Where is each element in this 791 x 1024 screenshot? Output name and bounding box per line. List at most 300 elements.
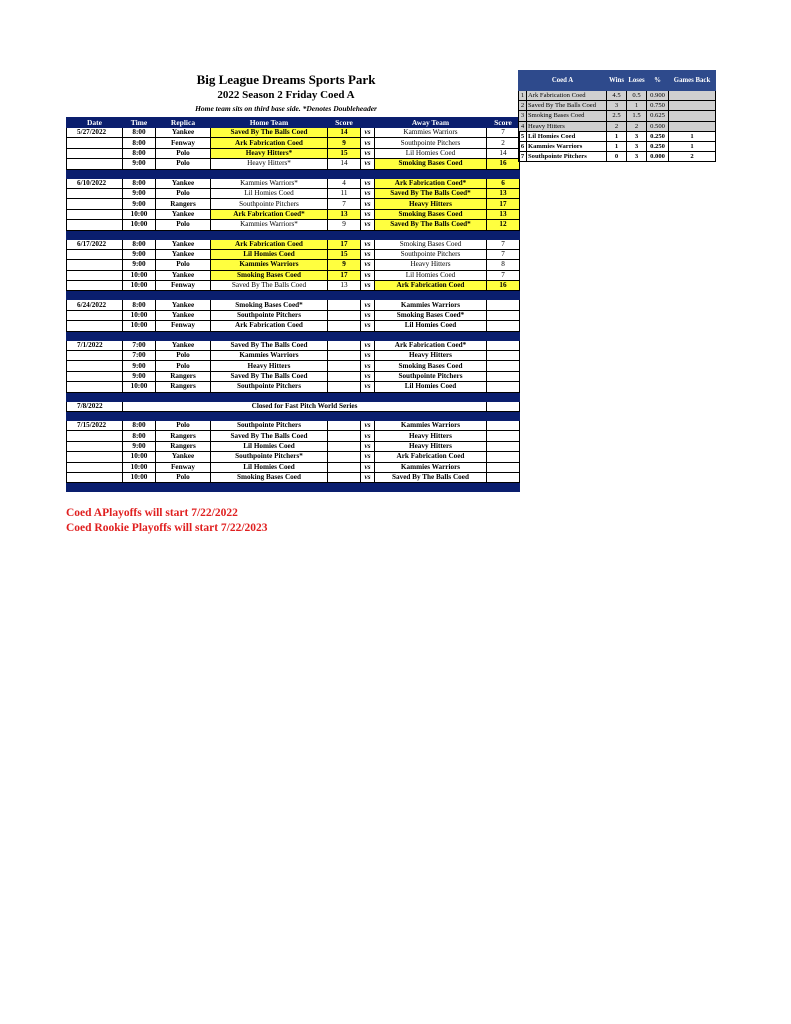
game-field: Yankee (156, 209, 211, 219)
game-date (67, 159, 123, 169)
away-team: Smoking Bases Coed (375, 239, 487, 249)
away-team: Heavy Hitters (375, 441, 487, 451)
standings-row (519, 91, 716, 101)
vs-label: vs (361, 441, 375, 451)
home-score (328, 321, 361, 331)
home-score: 7 (328, 199, 361, 209)
vs-label: vs (361, 281, 375, 291)
game-time: 10:00 (123, 310, 156, 320)
vs-label: vs (361, 178, 375, 188)
game-date: 5/27/2022 (67, 128, 123, 138)
week-separator (67, 392, 520, 401)
col-vs-header (361, 118, 375, 128)
game-date (67, 220, 123, 230)
separator-bar (67, 411, 520, 420)
home-team: Southpointe Pitchers* (211, 452, 328, 462)
away-score: 16 (487, 281, 520, 291)
table-row (67, 371, 520, 381)
game-date (67, 148, 123, 158)
away-score (487, 420, 520, 430)
home-team: Smoking Bases Coed (211, 270, 328, 280)
standings-rank: 2 (519, 101, 527, 111)
table-row (67, 431, 520, 441)
home-score: 4 (328, 178, 361, 188)
vs-label: vs (361, 159, 375, 169)
home-score (328, 452, 361, 462)
game-date (67, 462, 123, 472)
away-score: 7 (487, 270, 520, 280)
standings-rank: 7 (519, 152, 527, 162)
table-row (67, 452, 520, 462)
week-separator (67, 483, 520, 492)
game-field: Fenway (156, 138, 211, 148)
game-field: Polo (156, 148, 211, 158)
game-time: 8:00 (123, 128, 156, 138)
standings-rank: 1 (519, 91, 527, 101)
home-score (328, 300, 361, 310)
game-date: 6/10/2022 (67, 178, 123, 188)
away-score (487, 321, 520, 331)
vs-label: vs (361, 199, 375, 209)
home-team: Lil Homies Coed (211, 249, 328, 259)
standings-wins-header: Wins (607, 71, 627, 91)
away-score (487, 300, 520, 310)
away-score (487, 441, 520, 451)
game-date (67, 452, 123, 462)
vs-label: vs (361, 128, 375, 138)
away-team: Smoking Bases Coed (375, 361, 487, 371)
game-date (67, 188, 123, 198)
game-time: 8:00 (123, 300, 156, 310)
table-row (67, 199, 520, 209)
home-score: 17 (328, 239, 361, 249)
game-date (67, 431, 123, 441)
standings-wins: 1 (607, 131, 627, 141)
home-team: Southpointe Pitchers (211, 382, 328, 392)
home-team: Ark Fabrication Coed (211, 321, 328, 331)
separator-bar (67, 230, 520, 239)
game-date (67, 361, 123, 371)
vs-label: vs (361, 209, 375, 219)
game-date: 7/15/2022 (67, 420, 123, 430)
away-team: Lil Homies Coed (375, 382, 487, 392)
game-time: 10:00 (123, 462, 156, 472)
table-row (67, 159, 520, 169)
standings-pct: 0.250 (647, 131, 669, 141)
standings-loses: 1 (627, 101, 647, 111)
away-team: Ark Fabrication Coed* (375, 178, 487, 188)
away-score: 2 (487, 138, 520, 148)
game-time: 10:00 (123, 472, 156, 482)
standings-pct: 0.000 (647, 152, 669, 162)
standings-games-back (669, 101, 716, 111)
away-score: 7 (487, 239, 520, 249)
home-team: Saved By The Balls Coed (211, 128, 328, 138)
game-field: Polo (156, 260, 211, 270)
game-time: 9:00 (123, 199, 156, 209)
vs-label: vs (361, 148, 375, 158)
game-time: 10:00 (123, 281, 156, 291)
standings-team: Ark Fabrication Coed (527, 91, 607, 101)
away-team: Kammies Warriors (375, 462, 487, 472)
game-time: 10:00 (123, 382, 156, 392)
away-team: Saved By The Balls Coed* (375, 220, 487, 230)
home-score: 14 (328, 159, 361, 169)
home-score (328, 441, 361, 451)
table-row (67, 351, 520, 361)
home-score: 13 (328, 281, 361, 291)
table-row (67, 148, 520, 158)
standings-row (519, 131, 716, 141)
game-field: Fenway (156, 462, 211, 472)
vs-label: vs (361, 340, 375, 350)
away-team: Saved By The Balls Coed (375, 472, 487, 482)
standings-pct: 0.750 (647, 101, 669, 111)
col-away-score-header: Score (487, 118, 520, 128)
week-separator (67, 169, 520, 178)
table-row (67, 260, 520, 270)
game-time: 8:00 (123, 420, 156, 430)
away-score: 7 (487, 128, 520, 138)
game-field: Polo (156, 361, 211, 371)
away-team: Kammies Warriors (375, 300, 487, 310)
standings-row (519, 111, 716, 121)
home-score (328, 382, 361, 392)
home-score: 9 (328, 220, 361, 230)
home-score (328, 472, 361, 482)
game-date (67, 310, 123, 320)
table-row (67, 361, 520, 371)
table-row (67, 270, 520, 280)
standings-pct: 0.250 (647, 141, 669, 151)
standings-rank: 4 (519, 121, 527, 131)
table-row (67, 382, 520, 392)
game-date: 7/8/2022 (67, 401, 123, 411)
game-time: 9:00 (123, 260, 156, 270)
away-score (487, 401, 520, 411)
game-date (67, 281, 123, 291)
away-team: Southpointe Pitchers (375, 138, 487, 148)
week-separator (67, 331, 520, 340)
away-score (487, 431, 520, 441)
vs-label: vs (361, 371, 375, 381)
home-team: Ark Fabrication Coed* (211, 209, 328, 219)
standings-wins: 0 (607, 152, 627, 162)
playoffs-note-coed-rookie: Coed Rookie Playoffs will start 7/22/2023 (66, 522, 268, 534)
game-time: 9:00 (123, 249, 156, 259)
away-score (487, 472, 520, 482)
standings-games-back: 1 (669, 141, 716, 151)
separator-bar (67, 331, 520, 340)
game-time: 7:00 (123, 340, 156, 350)
vs-label: vs (361, 260, 375, 270)
away-score: 7 (487, 249, 520, 259)
away-team: Lil Homies Coed (375, 148, 487, 158)
game-date (67, 441, 123, 451)
game-date (67, 260, 123, 270)
table-row (67, 178, 520, 188)
standings-wins: 3 (607, 101, 627, 111)
col-date-header: Date (67, 118, 123, 128)
game-date (67, 371, 123, 381)
game-time: 10:00 (123, 321, 156, 331)
vs-label: vs (361, 138, 375, 148)
game-field: Rangers (156, 382, 211, 392)
week-separator (67, 230, 520, 239)
vs-label: vs (361, 361, 375, 371)
table-row (67, 441, 520, 451)
table-row (67, 138, 520, 148)
standings-games-back (669, 91, 716, 101)
game-date (67, 209, 123, 219)
col-away-team-header: Away Team (375, 118, 487, 128)
home-score (328, 462, 361, 472)
away-score (487, 382, 520, 392)
home-team: Ark Fabrication Coed (211, 138, 328, 148)
separator-bar (67, 392, 520, 401)
vs-label: vs (361, 270, 375, 280)
standings-pct: 0.900 (647, 91, 669, 101)
table-row (67, 472, 520, 482)
away-team: Southpointe Pitchers (375, 249, 487, 259)
game-date (67, 472, 123, 482)
standings-team: Smoking Bases Coed (527, 111, 607, 121)
standings-loses: 3 (627, 141, 647, 151)
home-team: Heavy Hitters (211, 361, 328, 371)
away-score (487, 351, 520, 361)
col-replica-header: Replica (156, 118, 211, 128)
vs-label: vs (361, 472, 375, 482)
standings-loses: 3 (627, 152, 647, 162)
standings-games-back (669, 111, 716, 121)
game-field: Yankee (156, 178, 211, 188)
standings-wins: 2 (607, 121, 627, 131)
header-note: Home team sits on third base side. *Denotes Doubleheader (195, 104, 377, 113)
game-field: Yankee (156, 270, 211, 280)
game-date (67, 382, 123, 392)
home-score (328, 431, 361, 441)
schedule-body (67, 128, 520, 492)
standings-games-back: 1 (669, 131, 716, 141)
standings-loses: 0.5 (627, 91, 647, 101)
home-score (328, 310, 361, 320)
home-team: Lil Homies Coed (211, 462, 328, 472)
game-field: Rangers (156, 441, 211, 451)
playoffs-note-coed-a: Coed APlayoffs will start 7/22/2022 (66, 507, 238, 519)
away-score (487, 340, 520, 350)
vs-label: vs (361, 249, 375, 259)
away-team: Smoking Bases Coed (375, 159, 487, 169)
home-score (328, 371, 361, 381)
standings-games-back: 2 (669, 152, 716, 162)
vs-label: vs (361, 220, 375, 230)
game-time: 10:00 (123, 209, 156, 219)
game-time: 9:00 (123, 371, 156, 381)
standings-row (519, 152, 716, 162)
game-date (67, 270, 123, 280)
game-field: Yankee (156, 300, 211, 310)
vs-label: vs (361, 300, 375, 310)
page-subtitle: 2022 Season 2 Friday Coed A (217, 89, 355, 101)
week-separator (67, 291, 520, 300)
home-team: Kammies Warriors (211, 260, 328, 270)
away-score: 6 (487, 178, 520, 188)
separator-bar (67, 169, 520, 178)
standings-loses: 3 (627, 131, 647, 141)
game-field: Yankee (156, 249, 211, 259)
away-score: 14 (487, 148, 520, 158)
away-score: 17 (487, 199, 520, 209)
vs-label: vs (361, 351, 375, 361)
standings-division-header: Coed A (519, 71, 607, 91)
game-time: 9:00 (123, 441, 156, 451)
game-field: Polo (156, 420, 211, 430)
away-score (487, 462, 520, 472)
game-field: Yankee (156, 128, 211, 138)
home-team: Southpointe Pitchers (211, 310, 328, 320)
table-row (67, 188, 520, 198)
away-team: Ark Fabrication Coed (375, 452, 487, 462)
game-time: 8:00 (123, 431, 156, 441)
home-score: 13 (328, 209, 361, 219)
away-team: Smoking Bases Coed* (375, 310, 487, 320)
home-team: Ark Fabrication Coed (211, 239, 328, 249)
col-home-team-header: Home Team (211, 118, 328, 128)
vs-label: vs (361, 420, 375, 430)
home-score (328, 361, 361, 371)
home-team: Southpointe Pitchers (211, 199, 328, 209)
standings-rank: 5 (519, 131, 527, 141)
game-date (67, 351, 123, 361)
game-field: Polo (156, 351, 211, 361)
standings-wins: 1 (607, 141, 627, 151)
table-row (67, 420, 520, 430)
game-field: Rangers (156, 371, 211, 381)
vs-label: vs (361, 431, 375, 441)
standings-body (519, 91, 716, 162)
table-row (67, 300, 520, 310)
week-separator (67, 411, 520, 420)
standings-pct: 0.500 (647, 121, 669, 131)
game-date: 7/1/2022 (67, 340, 123, 350)
game-field: Polo (156, 159, 211, 169)
game-time: 7:00 (123, 351, 156, 361)
away-score: 16 (487, 159, 520, 169)
game-field: Rangers (156, 431, 211, 441)
vs-label: vs (361, 462, 375, 472)
away-team: Smoking Bases Coed (375, 209, 487, 219)
game-time: 10:00 (123, 452, 156, 462)
home-score (328, 351, 361, 361)
home-team: Smoking Bases Coed (211, 472, 328, 482)
page-title: Big League Dreams Sports Park (196, 72, 376, 87)
away-team: Kammies Warriors (375, 420, 487, 430)
game-time: 9:00 (123, 188, 156, 198)
schedule-header-row (67, 118, 520, 128)
home-team: Kammies Warriors* (211, 220, 328, 230)
game-field: Polo (156, 472, 211, 482)
home-team: Smoking Bases Coed* (211, 300, 328, 310)
standings-loses: 1.5 (627, 111, 647, 121)
table-row (67, 310, 520, 320)
standings-rank: 3 (519, 111, 527, 121)
standings-row (519, 141, 716, 151)
vs-label: vs (361, 382, 375, 392)
standings-pct-header: % (647, 71, 669, 91)
table-row (67, 462, 520, 472)
game-date (67, 199, 123, 209)
away-team: Lil Homies Coed (375, 270, 487, 280)
away-team: Southpointe Pitchers (375, 371, 487, 381)
separator-bar (67, 483, 520, 492)
table-row (67, 220, 520, 230)
standings-wins: 4.5 (607, 91, 627, 101)
separator-bar (67, 291, 520, 300)
game-time: 8:00 (123, 239, 156, 249)
away-team: Ark Fabrication Coed* (375, 340, 487, 350)
standings-team: Heavy Hitters (527, 121, 607, 131)
game-field: Fenway (156, 321, 211, 331)
game-field: Rangers (156, 199, 211, 209)
home-team: Lil Homies Coed (211, 441, 328, 451)
away-score (487, 361, 520, 371)
standings-games-back (669, 121, 716, 131)
game-date: 6/24/2022 (67, 300, 123, 310)
away-score: 13 (487, 188, 520, 198)
col-time-header: Time (123, 118, 156, 128)
table-row (67, 321, 520, 331)
standings-pct: 0.625 (647, 111, 669, 121)
game-date (67, 321, 123, 331)
away-score: 13 (487, 209, 520, 219)
standings-team: Southpointe Pitchers (527, 152, 607, 162)
away-team: Kammies Warriors (375, 128, 487, 138)
away-team: Ark Fabrication Coed (375, 281, 487, 291)
game-time: 8:00 (123, 148, 156, 158)
away-team: Saved By The Balls Coed* (375, 188, 487, 198)
table-row (67, 239, 520, 249)
closed-row (67, 401, 520, 411)
standings-loses: 2 (627, 121, 647, 131)
standings-row (519, 101, 716, 111)
home-team: Lil Homies Coed (211, 188, 328, 198)
vs-label: vs (361, 321, 375, 331)
home-score: 14 (328, 128, 361, 138)
home-team: Saved By The Balls Coed (211, 281, 328, 291)
standings-header-row (519, 71, 716, 91)
schedule-table (66, 117, 520, 492)
home-team: Kammies Warriors (211, 351, 328, 361)
away-team: Heavy Hitters (375, 431, 487, 441)
game-date: 6/17/2022 (67, 239, 123, 249)
table-row (67, 209, 520, 219)
home-score: 15 (328, 148, 361, 158)
table-row (67, 340, 520, 350)
standings-table (518, 70, 716, 162)
away-team: Heavy Hitters (375, 260, 487, 270)
game-date (67, 138, 123, 148)
table-row (67, 128, 520, 138)
away-team: Heavy Hitters (375, 199, 487, 209)
vs-label: vs (361, 310, 375, 320)
standings-games-back-header: Games Back (669, 71, 716, 91)
standings-rank: 6 (519, 141, 527, 151)
game-time: 10:00 (123, 220, 156, 230)
game-field: Polo (156, 220, 211, 230)
home-score (328, 340, 361, 350)
standings-row (519, 121, 716, 131)
vs-label: vs (361, 452, 375, 462)
